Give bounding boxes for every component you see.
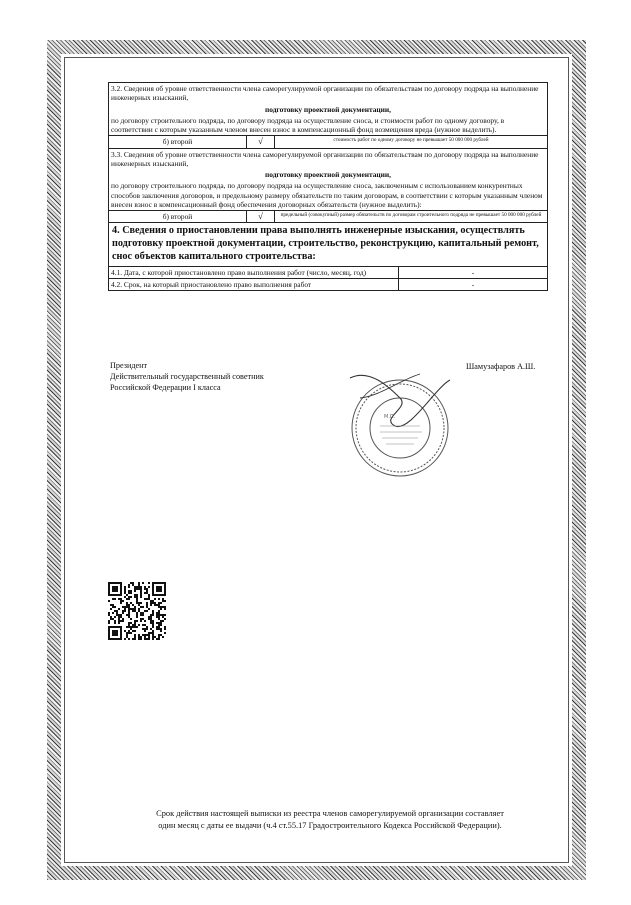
- signatory-rank-line2: Российской Федерации I класса: [110, 383, 221, 393]
- official-seal-stamp: [340, 368, 460, 480]
- validity-notice: [120, 808, 540, 832]
- section-3-2-intro: 3.2. Сведения об уровне ответственности члена саморегулируемой организации по обязательствам по договору подряда на выполнение инженерных изысканий,: [111, 84, 539, 103]
- section-4-1-label: 4.1. Дата, с которой приостановлено право выполнения работ (число, месяц, год): [109, 266, 399, 278]
- section-3-3-level: б) второй: [109, 211, 247, 223]
- section-3-2-design: подготовку проектной документации,: [264, 104, 392, 114]
- section-4-2-value: -: [399, 278, 548, 290]
- section-3-3-design: подготовку проектной документации,: [264, 170, 392, 179]
- signatory-name: Шамузафаров А.Ш.: [466, 362, 536, 371]
- qr-code: [108, 582, 166, 640]
- section-3-2-checkmark: √: [247, 136, 275, 148]
- section-3-3-cost: предельный (совокупный) размер обязательств по договорам строительного подряда не превышает 50 000 000 рублей: [275, 211, 548, 223]
- section-3-3-checkmark: √: [247, 211, 275, 223]
- section-4-table: [108, 222, 548, 291]
- signatory-position: Президент: [110, 361, 148, 370]
- signatory-rank-line1: Действительный государственный советник: [110, 372, 264, 382]
- section-3-3-text: [109, 148, 548, 211]
- section-3-2-text: [109, 83, 548, 136]
- signatory-title: [110, 360, 264, 393]
- section-3-3-intro: 3.3. Сведения об уровне ответственности члена саморегулируемой организации по обязательствам по договору подряда на выполнение инженерных изысканий,: [111, 149, 539, 168]
- section-3-2-details: по договору строительного подряда, по договору подряда на осуществление сноса, и стоимости работ по одному договору, в соответствии с которым указанным членом внесен взнос в компенсационный фонд возмещения вреда (нужное выделить).: [111, 115, 505, 134]
- section-3-2-table: [108, 82, 548, 149]
- svg-text:М.П.: М.П.: [384, 414, 396, 420]
- section-3-3-details: по договору строительного подряда, по договору подряда на осуществление сноса, заключенным с использованием конкурентных способов заключения договоров, и предельному размеру обязательств по таким договорам, в соответствии с которым указанным членом внесен взнос в компенсационный фонд обеспечения договорных обязательств (нужное выделить):: [111, 181, 543, 209]
- section-3-2-level: б) второй: [109, 136, 247, 148]
- document-body: [108, 82, 548, 291]
- section-4-2-label: 4.2. Срок, на который приостановлено право выполнения работ: [109, 278, 399, 290]
- section-4-title: 4. Сведения о приостановлении права выполнять инженерные изыскания, осуществлять подготовку проектной документации, строительство, реконструкцию, капитальный ремонт, снос объектов капитального строительства:: [109, 223, 548, 266]
- validity-line1: Срок действия настоящей выписки из реестра членов саморегулируемой организации составляет: [156, 809, 504, 818]
- section-4-1-value: -: [399, 266, 548, 278]
- section-3-3-table: [108, 148, 548, 224]
- validity-line2: один месяц с даты ее выдачи (ч.4 ст.55.17 Градостроительного Кодекса Российской Федерации).: [158, 820, 502, 830]
- section-3-2-cost: стоимость работ по одному договору не превышает 50 000 000 рублей: [275, 136, 548, 148]
